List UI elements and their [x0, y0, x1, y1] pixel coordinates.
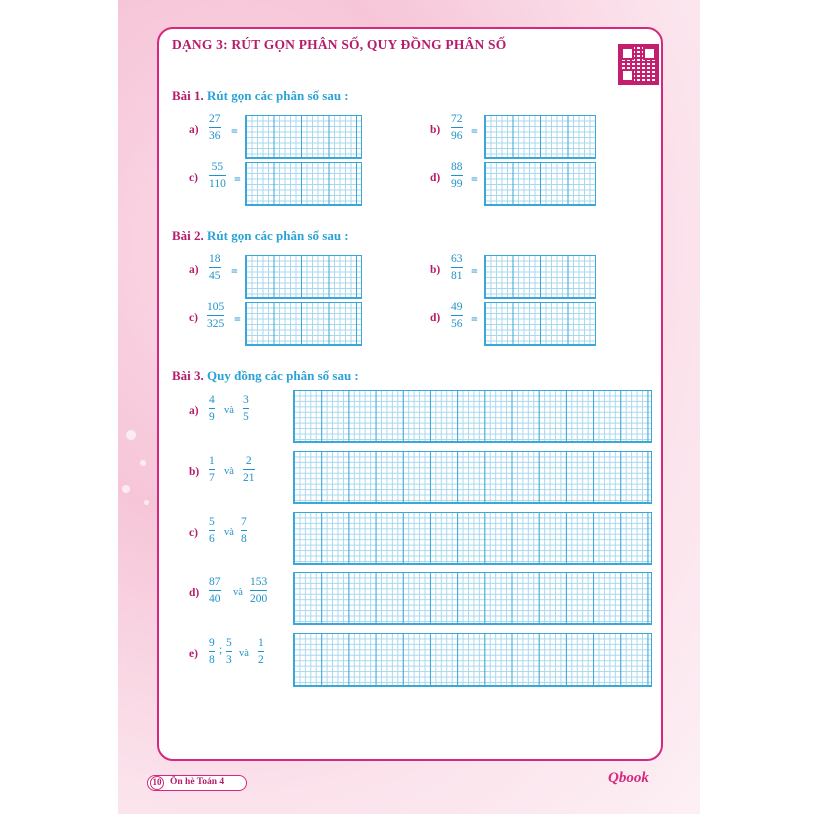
denominator: 21 [243, 472, 255, 484]
fraction [243, 394, 249, 424]
connector-text: và [224, 405, 234, 416]
numerator: 5 [226, 637, 232, 649]
numerator: 4 [209, 394, 215, 406]
fraction [258, 637, 264, 667]
equals-sign: = [234, 312, 241, 326]
fraction [209, 455, 215, 485]
equals-sign: = [471, 312, 478, 326]
answer-grid[interactable] [293, 633, 652, 687]
numerator: 72 [451, 113, 463, 125]
denominator: 7 [209, 472, 215, 484]
item-label: b) [430, 124, 441, 136]
item-label: c) [189, 312, 198, 324]
item-label: a) [189, 124, 199, 136]
item-label: c) [189, 172, 198, 184]
equals-sign: = [471, 124, 478, 138]
exercise-1-heading [172, 88, 349, 104]
item-label: d) [430, 172, 441, 184]
answer-grid[interactable] [245, 162, 362, 206]
fraction [209, 253, 221, 283]
answer-grid[interactable] [245, 255, 362, 299]
fraction [209, 637, 215, 667]
numerator: 49 [451, 301, 463, 313]
fraction [209, 161, 226, 191]
numerator: 3 [243, 394, 249, 406]
exercise-number: Bài 1. [172, 88, 204, 103]
denominator: 200 [250, 593, 268, 605]
denominator: 81 [451, 270, 463, 282]
fraction [209, 113, 221, 143]
equals-sign: = [231, 124, 238, 138]
connector-text: và [239, 648, 249, 659]
fraction [209, 394, 215, 424]
numerator: 87 [209, 576, 221, 588]
fraction [209, 576, 221, 606]
denominator: 36 [209, 130, 221, 142]
answer-grid[interactable] [293, 390, 652, 443]
qr-code-icon[interactable] [620, 46, 657, 83]
connector-text: và [224, 527, 234, 538]
item-label: a) [189, 264, 199, 276]
page-title: DẠNG 3: RÚT GỌN PHÂN SỐ, QUY ĐỒNG PHÂN SỐ [172, 37, 507, 52]
answer-grid[interactable] [293, 512, 652, 565]
exercise-2-heading [172, 228, 349, 244]
item-label: c) [189, 527, 198, 539]
fraction [207, 301, 224, 331]
denominator: 99 [451, 178, 463, 190]
numerator: 18 [209, 253, 221, 265]
numerator: 88 [451, 161, 463, 173]
book-title: Ôn hè Toán 4 [170, 777, 225, 787]
denominator: 325 [207, 318, 225, 330]
fraction [451, 161, 463, 191]
denominator: 110 [209, 178, 226, 190]
exercise-number: Bài 3. [172, 368, 204, 383]
exercise-instruction: Rút gọn các phân số sau : [207, 228, 349, 243]
numerator: 7 [241, 516, 247, 528]
answer-grid[interactable] [293, 451, 652, 504]
answer-grid[interactable] [484, 302, 596, 346]
item-label: d) [430, 312, 441, 324]
fraction [209, 516, 215, 546]
denominator: 45 [209, 270, 221, 282]
exercise-number: Bài 2. [172, 228, 204, 243]
answer-grid[interactable] [245, 115, 362, 159]
denominator: 96 [451, 130, 463, 142]
denominator: 5 [243, 411, 249, 423]
equals-sign: = [234, 172, 241, 186]
exercise-3-heading [172, 368, 359, 384]
connector-text: và [233, 587, 243, 598]
fraction [451, 113, 463, 143]
exercise-instruction: Rút gọn các phân số sau : [207, 88, 349, 103]
numerator: 153 [250, 576, 268, 588]
answer-grid[interactable] [293, 572, 652, 625]
fraction [250, 576, 267, 606]
denominator: 8 [241, 533, 247, 545]
denominator: 3 [226, 654, 232, 666]
equals-sign: = [471, 264, 478, 278]
denominator: 9 [209, 411, 215, 423]
numerator: 9 [209, 637, 215, 649]
connector-text: và [224, 466, 234, 477]
denominator: 2 [258, 654, 264, 666]
item-label: b) [189, 466, 200, 478]
equals-sign: = [471, 172, 478, 186]
item-label: e) [189, 648, 198, 660]
item-label: b) [430, 264, 441, 276]
answer-grid[interactable] [484, 255, 596, 299]
numerator: 1 [258, 637, 264, 649]
denominator: 56 [451, 318, 463, 330]
answer-grid[interactable] [245, 302, 362, 346]
numerator: 63 [451, 253, 463, 265]
publisher-logo: Qbook [608, 770, 649, 786]
answer-grid[interactable] [484, 162, 596, 206]
separator-text: ; [219, 644, 223, 656]
denominator: 8 [209, 654, 215, 666]
numerator: 5 [209, 516, 215, 528]
answer-grid[interactable] [484, 115, 596, 159]
fraction [451, 301, 463, 331]
numerator: 2 [245, 455, 252, 467]
numerator: 105 [207, 301, 225, 313]
numerator: 27 [209, 113, 221, 125]
fraction [243, 455, 255, 485]
numerator: 55 [211, 161, 224, 173]
denominator: 40 [209, 593, 221, 605]
item-label: a) [189, 405, 199, 417]
numerator: 1 [209, 455, 215, 467]
denominator: 6 [209, 533, 215, 545]
fraction [241, 516, 247, 546]
fraction [226, 637, 232, 667]
exercise-instruction: Quy đồng các phân số sau : [207, 368, 359, 383]
fraction [451, 253, 463, 283]
page-number: 10 [150, 776, 164, 790]
item-label: d) [189, 587, 200, 599]
equals-sign: = [231, 264, 238, 278]
